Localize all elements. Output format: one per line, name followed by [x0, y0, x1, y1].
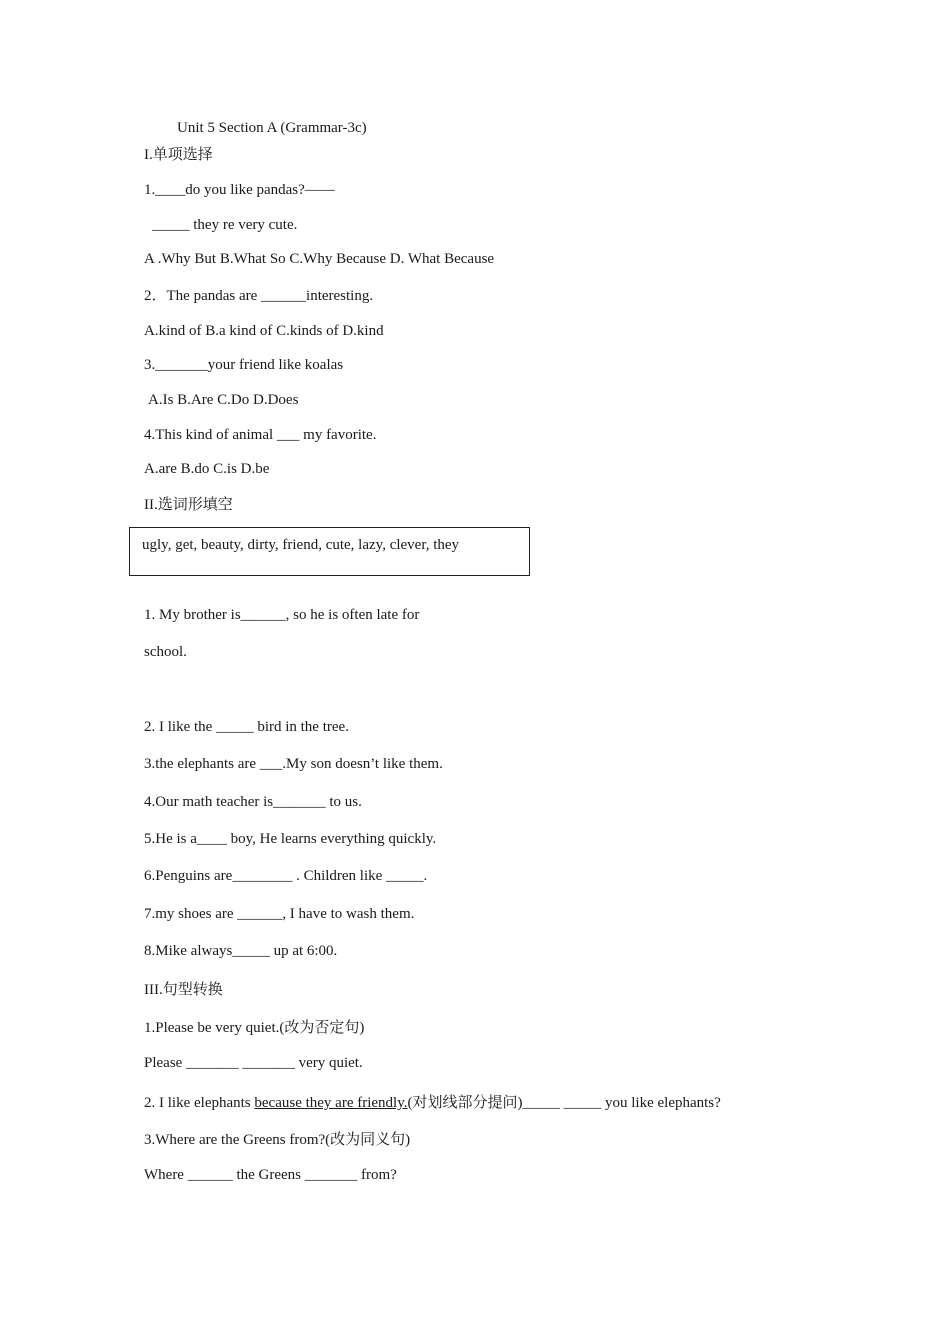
- question-3-stem: 3._______your friend like koalas: [144, 357, 344, 373]
- question-1-answer-line: _____ they re very cute.: [152, 217, 298, 233]
- question-2-options: A.kind of B.a kind of C.kinds of D.kind: [144, 323, 384, 339]
- fill-question-3: 3.the elephants are ___.My son doesn’t like them.: [144, 756, 443, 772]
- transform-question-1-answer: Please _______ _______ very quiet.: [144, 1055, 363, 1071]
- transform-question-2-prefix: 2. I like elephants: [144, 1095, 255, 1111]
- fill-question-1-line-2: school.: [144, 644, 187, 660]
- transform-question-2-underlined-part: because they are friendly.: [254, 1095, 408, 1111]
- question-1-stem: 1.____do you like pandas?——: [144, 182, 335, 198]
- section-1-heading: I.单项选择: [144, 147, 213, 163]
- transform-question-1-stem: 1.Please be very quiet.(改为否定句): [144, 1020, 365, 1036]
- word-bank-text: ugly, get, beauty, dirty, friend, cute, lazy, clever, they: [142, 537, 460, 553]
- word-bank-box: [129, 527, 530, 576]
- transform-question-3-answer: Where ______ the Greens _______ from?: [144, 1167, 397, 1183]
- fill-question-1-line-1: 1. My brother is______, so he is often late for: [144, 607, 420, 623]
- transform-question-3-stem: 3.Where are the Greens from?(改为同义句): [144, 1132, 411, 1148]
- fill-question-6: 6.Penguins are________ . Children like _____.: [144, 868, 428, 884]
- question-1-options: A .Why But B.What So C.Why Because D. What Because: [144, 251, 495, 267]
- question-4-options: A.are B.do C.is D.be: [144, 461, 270, 477]
- section-3-heading: III.句型转换: [144, 982, 223, 998]
- question-4-stem: 4.This kind of animal ___ my favorite.: [144, 427, 377, 443]
- transform-question-2: [144, 1094, 721, 1112]
- fill-question-5: 5.He is a____ boy, He learns everything quickly.: [144, 831, 437, 847]
- page-title: Unit 5 Section A (Grammar-3c): [177, 120, 367, 136]
- fill-question-7: 7.my shoes are ______, I have to wash them.: [144, 906, 415, 922]
- fill-question-8: 8.Mike always_____ up at 6:00.: [144, 943, 338, 959]
- fill-question-4: 4.Our math teacher is_______ to us.: [144, 794, 362, 810]
- section-2-heading: II.选词形填空: [144, 497, 233, 513]
- question-3-options: A.Is B.Are C.Do D.Does: [148, 392, 299, 408]
- question-2-stem: 2．The pandas are ______interesting.: [144, 288, 374, 304]
- transform-question-2-suffix: (对划线部分提问)_____ _____ you like elephants?: [407, 1095, 721, 1111]
- fill-question-2: 2. I like the _____ bird in the tree.: [144, 719, 349, 735]
